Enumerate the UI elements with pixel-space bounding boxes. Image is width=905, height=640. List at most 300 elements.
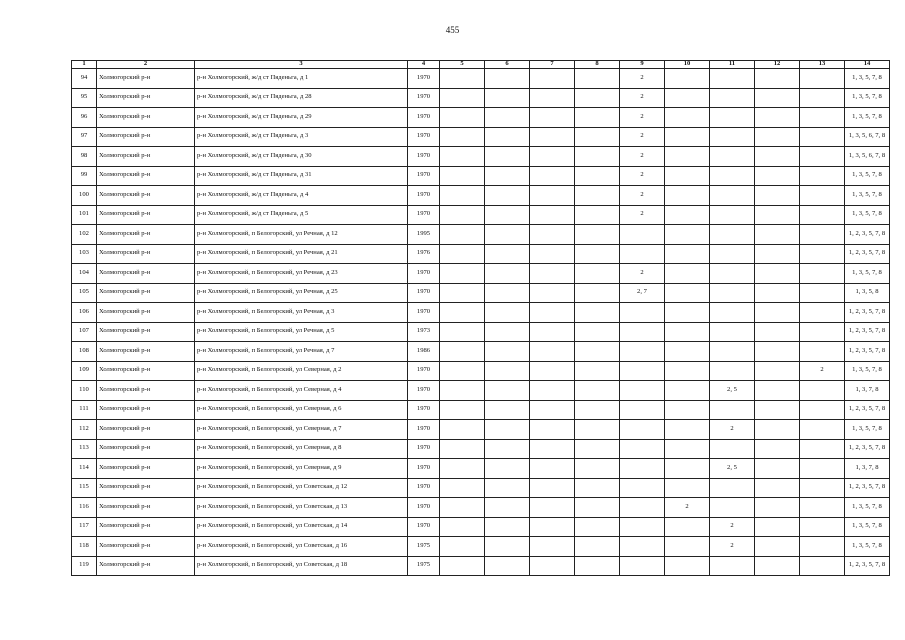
table-cell-col7 (530, 303, 575, 323)
table-cell-col3: р-н Холмогорский, п Белогорский, ул Северная, д 6 (195, 400, 408, 420)
table-cell-col13 (800, 400, 845, 420)
table-cell-col2: Холмогорский р-н (97, 498, 195, 518)
table-cell-col11 (710, 361, 755, 381)
table-cell-col14: 1, 3, 5, 7, 8 (845, 264, 890, 284)
table-cell-col13 (800, 108, 845, 128)
table-cell-col9 (620, 342, 665, 362)
table-cell-col7 (530, 498, 575, 518)
table-cell-col2: Холмогорский р-н (97, 400, 195, 420)
table-cell-col1: 103 (72, 244, 97, 264)
table-cell-col3: р-н Холмогорский, п Белогорский, ул Речная, д 21 (195, 244, 408, 264)
table-cell-col6 (485, 498, 530, 518)
table-cell-col7 (530, 459, 575, 479)
table-cell-col10 (665, 439, 710, 459)
table-cell-col9: 2 (620, 108, 665, 128)
table-cell-col3: р-н Холмогорский, п Белогорский, ул Северная, д 4 (195, 381, 408, 401)
table-cell-col5 (440, 459, 485, 479)
table-row (72, 361, 890, 381)
table-cell-col11 (710, 127, 755, 147)
table-row (72, 186, 890, 206)
table-cell-col3: р-н Холмогорский, ж/д ст Пяденьга, д 5 (195, 205, 408, 225)
table-cell-col2: Холмогорский р-н (97, 147, 195, 167)
table-cell-col14: 1, 2, 3, 5, 7, 8 (845, 322, 890, 342)
table-cell-col8 (575, 478, 620, 498)
table-cell-col14: 1, 3, 5, 7, 8 (845, 166, 890, 186)
table-cell-col14: 1, 3, 5, 7, 8 (845, 498, 890, 518)
table-cell-col12 (755, 400, 800, 420)
table-cell-col12 (755, 283, 800, 303)
table-cell-col13 (800, 147, 845, 167)
table-row (72, 556, 890, 576)
table-cell-col6 (485, 127, 530, 147)
table-cell-col14: 1, 3, 5, 7, 8 (845, 186, 890, 206)
table-cell-col14: 1, 3, 7, 8 (845, 381, 890, 401)
table-cell-col5 (440, 225, 485, 245)
table-cell-col1: 101 (72, 205, 97, 225)
table-cell-col1: 94 (72, 69, 97, 89)
table-cell-col9 (620, 303, 665, 323)
table-cell-col5 (440, 400, 485, 420)
table-cell-col1: 105 (72, 283, 97, 303)
table-cell-col4: 1970 (408, 303, 440, 323)
table-cell-col4: 1995 (408, 225, 440, 245)
table-cell-col12 (755, 88, 800, 108)
table-cell-col6 (485, 459, 530, 479)
column-header-3: 3 (195, 61, 408, 69)
table-cell-col14: 1, 3, 5, 7, 8 (845, 108, 890, 128)
table-cell-col13 (800, 439, 845, 459)
table-cell-col13 (800, 342, 845, 362)
table-cell-col10 (665, 186, 710, 206)
table-cell-col7 (530, 186, 575, 206)
table-cell-col6 (485, 147, 530, 167)
table-row (72, 498, 890, 518)
table-cell-col14: 1, 3, 5, 7, 8 (845, 420, 890, 440)
table-cell-col6 (485, 303, 530, 323)
table-cell-col10: 2 (665, 498, 710, 518)
table-cell-col12 (755, 322, 800, 342)
table-cell-col10 (665, 556, 710, 576)
table-cell-col10 (665, 283, 710, 303)
table-cell-col7 (530, 556, 575, 576)
table-cell-col14: 1, 3, 5, 7, 8 (845, 537, 890, 557)
table-cell-col11: 2 (710, 420, 755, 440)
table-cell-col2: Холмогорский р-н (97, 127, 195, 147)
table-cell-col13 (800, 69, 845, 89)
table-cell-col12 (755, 478, 800, 498)
table-cell-col1: 116 (72, 498, 97, 518)
table-cell-col13 (800, 498, 845, 518)
table-cell-col3: р-н Холмогорский, ж/д ст Пяденьга, д 29 (195, 108, 408, 128)
table-cell-col10 (665, 225, 710, 245)
table-cell-col1: 110 (72, 381, 97, 401)
table-cell-col6 (485, 517, 530, 537)
table-cell-col5 (440, 303, 485, 323)
table-cell-col11 (710, 69, 755, 89)
table-cell-col8 (575, 147, 620, 167)
table-cell-col11 (710, 400, 755, 420)
table-cell-col8 (575, 205, 620, 225)
table-cell-col10 (665, 166, 710, 186)
table-cell-col2: Холмогорский р-н (97, 69, 195, 89)
table-cell-col3: р-н Холмогорский, ж/д ст Пяденьга, д 30 (195, 147, 408, 167)
table-cell-col14: 1, 2, 3, 5, 7, 8 (845, 225, 890, 245)
table-cell-col9: 2 (620, 88, 665, 108)
table-cell-col5 (440, 244, 485, 264)
table-cell-col3: р-н Холмогорский, ж/д ст Пяденьга, д 3 (195, 127, 408, 147)
table-cell-col14: 1, 2, 3, 5, 7, 8 (845, 556, 890, 576)
table-cell-col11 (710, 205, 755, 225)
table-cell-col4: 1970 (408, 361, 440, 381)
table-row (72, 459, 890, 479)
table-cell-col9: 2 (620, 147, 665, 167)
table-cell-col6 (485, 537, 530, 557)
table-cell-col11 (710, 244, 755, 264)
table-cell-col3: р-н Холмогорский, п Белогорский, ул Советская, д 16 (195, 537, 408, 557)
table-cell-col12 (755, 244, 800, 264)
table-cell-col1: 114 (72, 459, 97, 479)
table-cell-col3: р-н Холмогорский, п Белогорский, ул Советская, д 14 (195, 517, 408, 537)
table-cell-col1: 99 (72, 166, 97, 186)
table-cell-col3: р-н Холмогорский, п Белогорский, ул Северная, д 9 (195, 459, 408, 479)
table-cell-col2: Холмогорский р-н (97, 537, 195, 557)
table-cell-col12 (755, 439, 800, 459)
table-cell-col11 (710, 108, 755, 128)
housing-table (71, 60, 890, 576)
table-cell-col8 (575, 303, 620, 323)
table-cell-col3: р-н Холмогорский, п Белогорский, ул Советская, д 12 (195, 478, 408, 498)
table-cell-col11 (710, 166, 755, 186)
table-cell-col7 (530, 517, 575, 537)
table-cell-col6 (485, 69, 530, 89)
table-cell-col14: 1, 3, 7, 8 (845, 459, 890, 479)
table-cell-col13 (800, 478, 845, 498)
table-cell-col2: Холмогорский р-н (97, 225, 195, 245)
table-cell-col9 (620, 478, 665, 498)
table-cell-col7 (530, 264, 575, 284)
table-cell-col5 (440, 264, 485, 284)
table-cell-col5 (440, 498, 485, 518)
table-cell-col4: 1975 (408, 537, 440, 557)
table-cell-col10 (665, 205, 710, 225)
table-cell-col8 (575, 420, 620, 440)
table-cell-col10 (665, 303, 710, 323)
table-cell-col12 (755, 69, 800, 89)
table-cell-col11 (710, 478, 755, 498)
table-cell-col7 (530, 342, 575, 362)
table-cell-col10 (665, 420, 710, 440)
table-cell-col6 (485, 205, 530, 225)
table-cell-col7 (530, 225, 575, 245)
table-row (72, 439, 890, 459)
table-cell-col2: Холмогорский р-н (97, 322, 195, 342)
table-cell-col7 (530, 88, 575, 108)
table-cell-col13 (800, 225, 845, 245)
table-cell-col4: 1970 (408, 127, 440, 147)
table-cell-col14: 1, 3, 5, 6, 7, 8 (845, 147, 890, 167)
table-cell-col6 (485, 556, 530, 576)
table-cell-col8 (575, 361, 620, 381)
table-cell-col5 (440, 166, 485, 186)
table-cell-col11 (710, 225, 755, 245)
table-cell-col13 (800, 264, 845, 284)
table-cell-col8 (575, 400, 620, 420)
table-cell-col1: 104 (72, 264, 97, 284)
table-row (72, 264, 890, 284)
table-cell-col7 (530, 147, 575, 167)
table-cell-col10 (665, 381, 710, 401)
table-cell-col11: 2 (710, 537, 755, 557)
table-cell-col2: Холмогорский р-н (97, 303, 195, 323)
table-cell-col3: р-н Холмогорский, п Белогорский, ул Речная, д 5 (195, 322, 408, 342)
table-cell-col1: 96 (72, 108, 97, 128)
table-cell-col12 (755, 361, 800, 381)
table-cell-col6 (485, 381, 530, 401)
table-cell-col13 (800, 205, 845, 225)
table-cell-col8 (575, 342, 620, 362)
table-cell-col10 (665, 537, 710, 557)
table-cell-col9: 2 (620, 186, 665, 206)
table-cell-col2: Холмогорский р-н (97, 186, 195, 206)
table-cell-col12 (755, 303, 800, 323)
table-cell-col9: 2 (620, 205, 665, 225)
table-cell-col11 (710, 342, 755, 362)
table-cell-col5 (440, 439, 485, 459)
column-header-9: 9 (620, 61, 665, 69)
table-cell-col12 (755, 147, 800, 167)
table-row (72, 88, 890, 108)
table-row (72, 303, 890, 323)
table-cell-col7 (530, 205, 575, 225)
table-cell-col7 (530, 439, 575, 459)
table-cell-col8 (575, 439, 620, 459)
table-cell-col5 (440, 478, 485, 498)
table-cell-col13 (800, 381, 845, 401)
table-cell-col12 (755, 420, 800, 440)
table-cell-col3: р-н Холмогорский, п Белогорский, ул Речная, д 25 (195, 283, 408, 303)
table-cell-col8 (575, 244, 620, 264)
table-cell-col13 (800, 244, 845, 264)
table-cell-col4: 1970 (408, 517, 440, 537)
table-cell-col4: 1970 (408, 400, 440, 420)
table-cell-col7 (530, 537, 575, 557)
table-cell-col11 (710, 264, 755, 284)
table-row (72, 147, 890, 167)
table-cell-col14: 1, 3, 5, 7, 8 (845, 69, 890, 89)
table-cell-col11 (710, 303, 755, 323)
table-cell-col2: Холмогорский р-н (97, 88, 195, 108)
table-cell-col10 (665, 108, 710, 128)
table-cell-col4: 1986 (408, 342, 440, 362)
table-cell-col12 (755, 342, 800, 362)
table-cell-col6 (485, 361, 530, 381)
table-cell-col4: 1970 (408, 498, 440, 518)
table-cell-col12 (755, 225, 800, 245)
column-header-4: 4 (408, 61, 440, 69)
table-cell-col1: 117 (72, 517, 97, 537)
table-cell-col1: 107 (72, 322, 97, 342)
table-cell-col12 (755, 186, 800, 206)
table-cell-col9: 2, 7 (620, 283, 665, 303)
table-cell-col5 (440, 342, 485, 362)
table-cell-col2: Холмогорский р-н (97, 420, 195, 440)
table-cell-col5 (440, 69, 485, 89)
table-cell-col2: Холмогорский р-н (97, 244, 195, 264)
table-cell-col12 (755, 205, 800, 225)
table-cell-col8 (575, 556, 620, 576)
table-cell-col12 (755, 127, 800, 147)
table-cell-col5 (440, 556, 485, 576)
table-row (72, 342, 890, 362)
table-cell-col1: 98 (72, 147, 97, 167)
table-cell-col10 (665, 517, 710, 537)
table-cell-col8 (575, 283, 620, 303)
column-header-11: 11 (710, 61, 755, 69)
table-cell-col13 (800, 303, 845, 323)
table-cell-col8 (575, 127, 620, 147)
table-cell-col6 (485, 108, 530, 128)
table-cell-col1: 109 (72, 361, 97, 381)
table-cell-col5 (440, 322, 485, 342)
table-cell-col2: Холмогорский р-н (97, 342, 195, 362)
table-row (72, 225, 890, 245)
table-cell-col14: 1, 2, 3, 5, 7, 8 (845, 244, 890, 264)
table-cell-col13 (800, 127, 845, 147)
table-cell-col9 (620, 517, 665, 537)
table-row (72, 166, 890, 186)
table-row (72, 69, 890, 89)
table-cell-col14: 1, 3, 5, 6, 7, 8 (845, 127, 890, 147)
table-cell-col7 (530, 166, 575, 186)
table-cell-col10 (665, 147, 710, 167)
table-cell-col14: 1, 2, 3, 5, 7, 8 (845, 400, 890, 420)
table-cell-col13 (800, 459, 845, 479)
table-cell-col14: 1, 3, 5, 7, 8 (845, 205, 890, 225)
table-cell-col1: 100 (72, 186, 97, 206)
table-cell-col4: 1970 (408, 478, 440, 498)
table-cell-col10 (665, 127, 710, 147)
table-cell-col13 (800, 517, 845, 537)
table-cell-col2: Холмогорский р-н (97, 439, 195, 459)
column-header-8: 8 (575, 61, 620, 69)
table-cell-col2: Холмогорский р-н (97, 459, 195, 479)
table-cell-col6 (485, 322, 530, 342)
table-cell-col12 (755, 381, 800, 401)
table-cell-col4: 1970 (408, 205, 440, 225)
table-cell-col4: 1970 (408, 381, 440, 401)
table-cell-col4: 1976 (408, 244, 440, 264)
table-cell-col4: 1970 (408, 147, 440, 167)
table-cell-col3: р-н Холмогорский, п Белогорский, ул Речная, д 12 (195, 225, 408, 245)
table-cell-col1: 102 (72, 225, 97, 245)
table-cell-col8 (575, 186, 620, 206)
table-cell-col9 (620, 498, 665, 518)
table-cell-col6 (485, 420, 530, 440)
table-cell-col7 (530, 400, 575, 420)
table-cell-col9 (620, 244, 665, 264)
table-cell-col5 (440, 108, 485, 128)
table-cell-col2: Холмогорский р-н (97, 556, 195, 576)
table-cell-col8 (575, 108, 620, 128)
table-cell-col3: р-н Холмогорский, п Белогорский, ул Советская, д 18 (195, 556, 408, 576)
table-cell-col11: 2 (710, 517, 755, 537)
table-cell-col2: Холмогорский р-н (97, 166, 195, 186)
table-row (72, 127, 890, 147)
table-cell-col7 (530, 322, 575, 342)
table-cell-col11: 2, 5 (710, 459, 755, 479)
table-cell-col2: Холмогорский р-н (97, 108, 195, 128)
table-cell-col13 (800, 537, 845, 557)
table-row (72, 205, 890, 225)
table-cell-col7 (530, 127, 575, 147)
table-cell-col13: 2 (800, 361, 845, 381)
table-row (72, 420, 890, 440)
header-row (72, 61, 890, 69)
table-cell-col10 (665, 478, 710, 498)
table-row (72, 400, 890, 420)
table-cell-col9: 2 (620, 69, 665, 89)
table-cell-col5 (440, 537, 485, 557)
table-cell-col6 (485, 88, 530, 108)
table-cell-col13 (800, 88, 845, 108)
table-cell-col4: 1973 (408, 322, 440, 342)
column-header-5: 5 (440, 61, 485, 69)
column-header-1: 1 (72, 61, 97, 69)
table-cell-col5 (440, 205, 485, 225)
column-header-12: 12 (755, 61, 800, 69)
table-cell-col14: 1, 3, 5, 7, 8 (845, 517, 890, 537)
table-cell-col9 (620, 400, 665, 420)
table-cell-col13 (800, 322, 845, 342)
table-cell-col13 (800, 556, 845, 576)
table-cell-col11 (710, 498, 755, 518)
table-cell-col10 (665, 88, 710, 108)
table-cell-col1: 119 (72, 556, 97, 576)
table-cell-col2: Холмогорский р-н (97, 264, 195, 284)
table-cell-col6 (485, 244, 530, 264)
table-cell-col10 (665, 361, 710, 381)
table-row (72, 381, 890, 401)
table-cell-col13 (800, 283, 845, 303)
table-cell-col10 (665, 322, 710, 342)
column-header-2: 2 (97, 61, 195, 69)
table-cell-col8 (575, 537, 620, 557)
table-cell-col14: 1, 2, 3, 5, 7, 8 (845, 303, 890, 323)
table-cell-col11 (710, 88, 755, 108)
column-header-10: 10 (665, 61, 710, 69)
table-cell-col1: 115 (72, 478, 97, 498)
table-cell-col2: Холмогорский р-н (97, 478, 195, 498)
table-cell-col4: 1970 (408, 264, 440, 284)
table-cell-col3: р-н Холмогорский, п Белогорский, ул Речная, д 7 (195, 342, 408, 362)
table-cell-col7 (530, 478, 575, 498)
table-cell-col5 (440, 517, 485, 537)
table-cell-col2: Холмогорский р-н (97, 205, 195, 225)
table-row (72, 478, 890, 498)
table-cell-col3: р-н Холмогорский, ж/д ст Пяденьга, д 31 (195, 166, 408, 186)
table-cell-col6 (485, 264, 530, 284)
table-cell-col1: 113 (72, 439, 97, 459)
table-cell-col4: 1975 (408, 556, 440, 576)
table-cell-col3: р-н Холмогорский, п Белогорский, ул Северная, д 8 (195, 439, 408, 459)
table-cell-col11 (710, 556, 755, 576)
table-cell-col5 (440, 147, 485, 167)
table-cell-col14: 1, 3, 5, 7, 8 (845, 361, 890, 381)
table-cell-col12 (755, 108, 800, 128)
column-header-7: 7 (530, 61, 575, 69)
table-cell-col5 (440, 420, 485, 440)
column-header-14: 14 (845, 61, 890, 69)
